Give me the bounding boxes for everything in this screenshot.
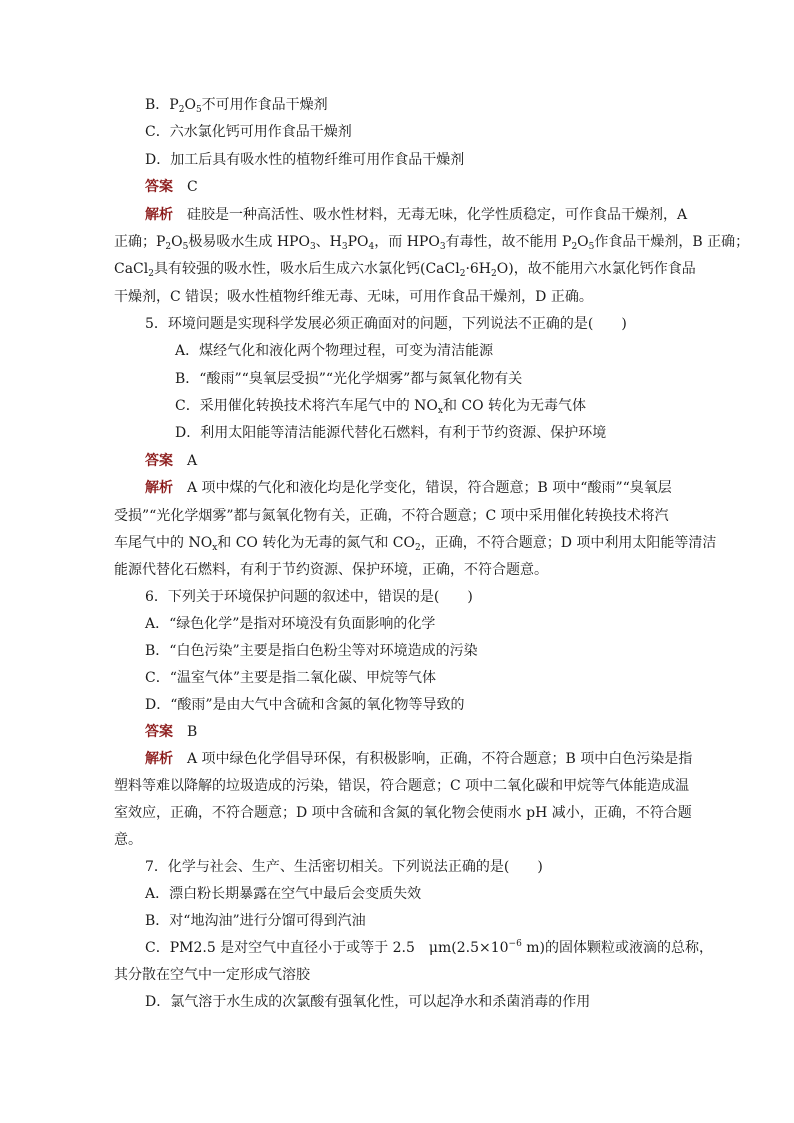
q5-analysis-line-2: 受损”“光化学烟雾”都与氮氧化物有关，正确，不符合题意；C 项中采用催化转换技术将汽 bbox=[114, 508, 669, 524]
q4-option-d: D．加工后具有吸水性的植物纤维可用作食品干燥剂 bbox=[145, 152, 465, 168]
q5-stem: 5．环境问题是实现科学发展必须正确面对的问题，下列说法不正确的是( ) bbox=[145, 316, 627, 332]
q7-option-a: A．漂白粉长期暴露在空气中最后会变质失效 bbox=[145, 886, 422, 902]
q5-option-a: A．煤经气化和液化两个物理过程，可变为清洁能源 bbox=[175, 343, 494, 359]
q4-analysis-line-1: 解析 硅胶是一种高活性、吸水性材料，无毒无味，化学性质稳定，可作食品干燥剂，A bbox=[145, 207, 688, 223]
q4-answer: 答案 C bbox=[145, 179, 198, 195]
q4-analysis-line-4: 干燥剂，C 错误；吸水性植物纤维无毒、无味，可用作食品干燥剂，D 正确。 bbox=[114, 289, 593, 305]
q6-option-c: C．“温室气体”主要是指二氧化碳、甲烷等气体 bbox=[145, 670, 437, 686]
q6-answer: 答案 B bbox=[145, 724, 198, 740]
q6-analysis-line-2: 塑料等难以降解的垃圾造成的污染，错误，符合题意；C 项中二氧化碳和甲烷等气体能造成温 bbox=[114, 778, 690, 794]
q6-analysis-line-3: 室效应，正确，不符合题意；D 项中含硫和含氮的氧化物会使雨水 pH 减小，正确，不符合题 bbox=[114, 805, 692, 821]
q6-option-b: B．“白色污染”主要是指白色粉尘等对环境造成的污染 bbox=[145, 643, 478, 659]
q5-option-b: B．“酸雨”“臭氧层受损”“光化学烟雾”都与氮氧化物有关 bbox=[175, 371, 523, 387]
q6-analysis-line-1: 解析 A 项中绿色化学倡导环保，有积极影响，正确，不符合题意；B 项中白色污染是指 bbox=[145, 751, 693, 767]
q4-analysis-line-2: 正确；$P_2O_5$极易吸水生成 $HPO_3$、$H_3PO_4$，而 $HPO_3$有毒性，故不能用 $P_2O_5$作食品干燥剂，B 正确； bbox=[114, 234, 750, 252]
q5-answer: 答案 A bbox=[145, 453, 198, 469]
q6-analysis-line-4: 意。 bbox=[114, 832, 142, 848]
q5-analysis-line-3: 车尾气中的 $NO_x$和 CO 转化为无毒的氮气和 $CO_2$，正确，不符合题意；D 项中利用太阳能等清洁 bbox=[114, 535, 717, 553]
answer-label: 答案 bbox=[145, 453, 173, 469]
q5-analysis-line-1: 解析 A 项中煤的气化和液化均是化学变化，错误，符合题意；B 项中“酸雨”“臭氧层 bbox=[145, 480, 672, 496]
q5-option-d: D．利用太阳能等清洁能源代替化石燃料，有利于节约资源、保护环境 bbox=[175, 425, 607, 441]
q7-option-c-line-1: C．PM2.5 是对空气中直径小于或等于 2.5 $\mu m(2.5\times 10^{-6}$ m)的固体颗粒或液滴的总称， bbox=[145, 939, 714, 956]
q6-option-d: D．“酸雨”是由大气中含硫和含氮的氧化物等导致的 bbox=[145, 697, 465, 713]
q5-analysis-line-4: 能源代替化石燃料，有利于节约资源、保护环境，正确，不符合题意。 bbox=[114, 562, 548, 578]
analysis-label: 解析 bbox=[145, 207, 173, 223]
q6-option-a: A．“绿色化学”是指对环境没有负面影响的化学 bbox=[145, 616, 436, 632]
analysis-label: 解析 bbox=[145, 480, 173, 496]
q4-analysis-line-3: CaCl$_2$具有较强的吸水性，吸水后生成六水氯化钙$(CaCl_2\cdot 6H_2O)$，故不能用六水氯化钙作食品 bbox=[114, 261, 696, 279]
q5-option-c: C．采用催化转换技术将汽车尾气中的 $NO_x$和 CO 转化为无毒气体 bbox=[175, 398, 587, 416]
answer-label: 答案 bbox=[145, 724, 173, 740]
q7-option-c-line-2: 其分散在空气中一定形成气溶胶 bbox=[114, 967, 310, 983]
q4-option-c: C．六水氯化钙可用作食品干燥剂 bbox=[145, 124, 352, 140]
q7-option-b: B．对“地沟油”进行分馏可得到汽油 bbox=[145, 913, 366, 929]
answer-label: 答案 bbox=[145, 179, 173, 195]
q7-option-d: D．氯气溶于水生成的次氯酸有强氧化性，可以起净水和杀菌消毒的作用 bbox=[145, 994, 591, 1010]
q6-stem: 6．下列关于环境保护问题的叙述中，错误的是( ) bbox=[145, 589, 473, 605]
q4-option-b: B．$P_2O_5$不可用作食品干燥剂 bbox=[145, 97, 328, 115]
q7-stem: 7．化学与社会、生产、生活密切相关。下列说法正确的是( ) bbox=[145, 859, 543, 875]
analysis-label: 解析 bbox=[145, 751, 173, 767]
